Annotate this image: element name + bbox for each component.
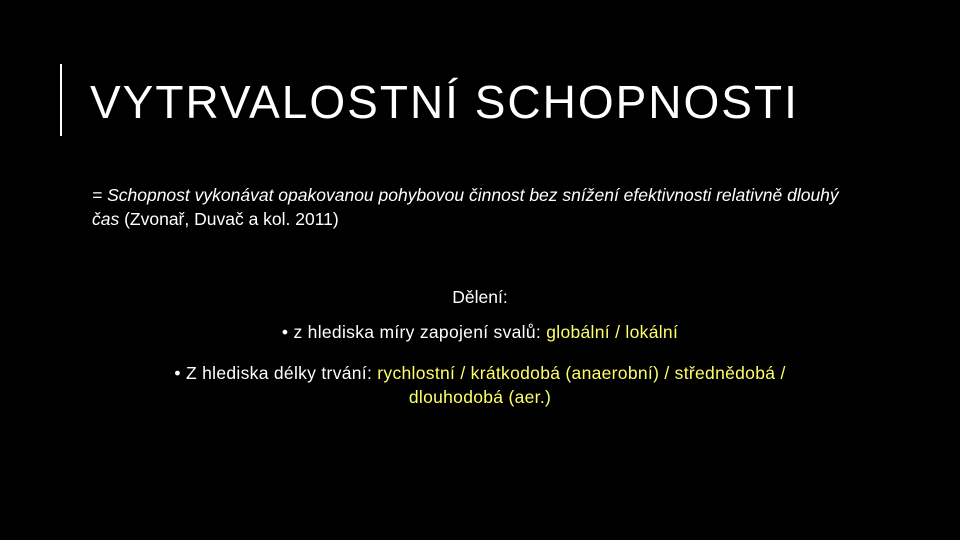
- bullet-muscle-involvement: [60, 320, 900, 344]
- bullet-prefix: • z hlediska míry zapojení svalů:: [281, 322, 547, 342]
- bullet-duration: [60, 361, 900, 409]
- bullet-highlight: rychlostní / krátkodobá (anaerobní) / střednědobá /: [377, 363, 786, 383]
- definition-citation: (Zvonař, Duvač a kol. 2011): [119, 209, 339, 229]
- definition-text: [92, 183, 852, 231]
- division-heading: Dělení:: [452, 287, 508, 307]
- bullet-prefix: • Z hlediska délky trvání:: [174, 363, 378, 383]
- bullet-highlight: globální / lokální: [546, 322, 679, 342]
- bullet-highlight-line2: dlouhodobá (aer.): [408, 387, 552, 407]
- title-accent-bar: [60, 64, 62, 136]
- slide-title: VYTRVALOSTNÍ SCHOPNOSTI: [90, 76, 799, 128]
- definition-italic: = Schopnost vykonávat opakovanou pohybovou činnost bez snížení efektivnosti relativně dlouhý čas: [92, 185, 839, 229]
